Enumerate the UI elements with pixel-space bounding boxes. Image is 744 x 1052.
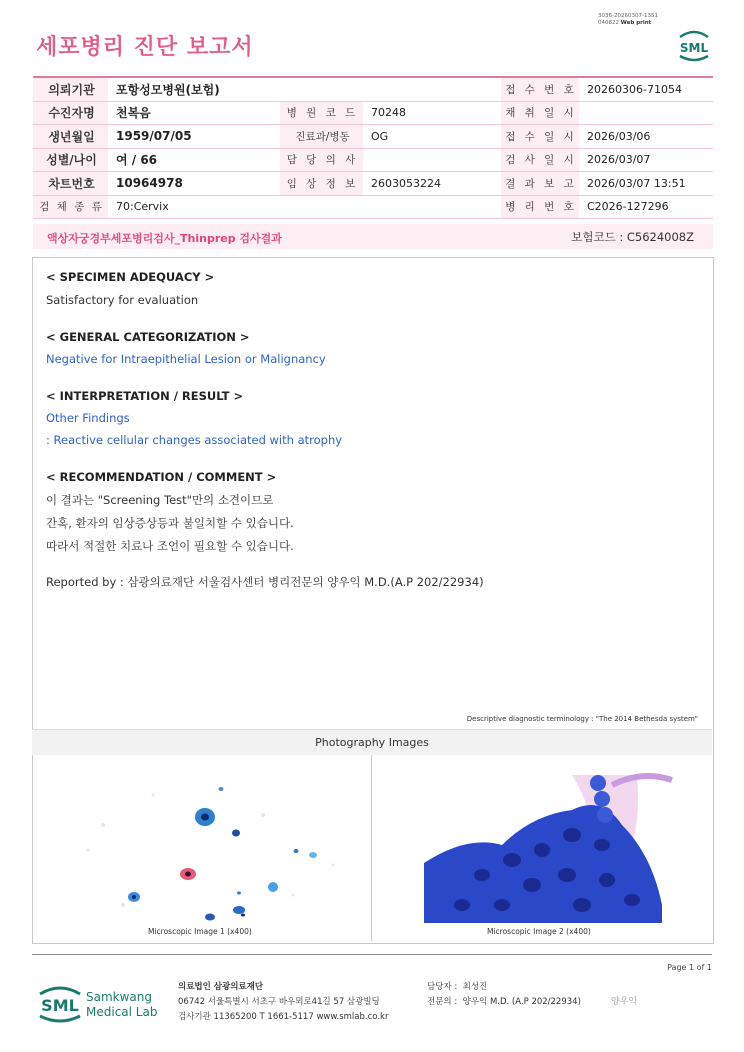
insurance-code: 보험코드 : C5624008Z: [571, 230, 694, 244]
interpretation-line-1: Other Findings: [46, 411, 130, 425]
microscopic-image-2: [372, 755, 712, 925]
info-label: 진료과/병동: [280, 125, 363, 149]
cell-fragment: [294, 849, 299, 853]
recommendation-line-2: 간혹, 환자의 임상증상등과 불일치할 수 있습니다.: [46, 516, 294, 530]
photo-heading: Photography Images: [32, 729, 712, 756]
staff-name: 최성진: [462, 982, 488, 992]
info-label: 검 체 종 류: [33, 195, 108, 219]
footer-organization: [178, 980, 388, 1025]
sml-footer-logo: [36, 980, 176, 1026]
cell-nucleus: [132, 895, 136, 899]
info-value: 2603053224: [363, 172, 501, 196]
info-value: 1959/07/05: [108, 125, 280, 149]
report-title: 세포병리 진단 보고서: [36, 35, 254, 60]
specialist-name: 양우익 M.D. (A.P 202/22934): [462, 997, 581, 1007]
info-row: [33, 125, 713, 149]
info-value: C2026-127296: [579, 195, 713, 219]
info-value: 2026/03/06: [579, 125, 713, 149]
info-label: 접 수 일 시: [501, 125, 579, 149]
info-row: [33, 101, 713, 125]
cell-nucleus: [185, 872, 191, 877]
cell-fragment: [309, 852, 317, 858]
footer-logo: [36, 980, 176, 1030]
sml-logo: [674, 25, 714, 65]
terminology-note: Descriptive diagnostic terminology : "The 2014 Bethesda system": [466, 715, 698, 723]
patient-info-table: [33, 76, 713, 219]
info-empty: [363, 77, 501, 101]
adequacy-heading: < SPECIMEN ADEQUACY >: [46, 270, 215, 284]
info-value: 여 / 66: [108, 148, 280, 172]
microscopic-image-1: [33, 755, 371, 925]
info-row: [33, 77, 713, 101]
info-value: OG: [363, 125, 501, 149]
test-name: 액상자궁경부세포병리검사_Thinprep 검사결과: [47, 232, 282, 245]
info-label: 병 원 코 드: [280, 101, 363, 125]
info-value: 2026/03/07: [579, 148, 713, 172]
info-label: 담 당 의 사: [280, 148, 363, 172]
info-label: 검 사 일 시: [501, 148, 579, 172]
specialist-signature: 양우익: [611, 997, 638, 1007]
squamous-cell: [268, 882, 278, 892]
info-value: 10964978: [108, 172, 280, 196]
info-value: [363, 148, 501, 172]
adequacy-text: Satisfactory for evaluation: [46, 293, 199, 307]
info-label: 수진자명: [33, 101, 108, 125]
recommendation-line-3: 따라서 적절한 치료나 조언이 필요할 수 있습니다.: [46, 539, 294, 553]
cell-nucleus: [201, 814, 209, 821]
sml-logo-text: SML: [679, 41, 709, 55]
category-text: Negative for Intraepithelial Lesion or Malignancy: [46, 352, 326, 366]
image-1-caption: Microscopic Image 1 (x400): [148, 927, 252, 936]
category-heading: < GENERAL CATEGORIZATION >: [46, 330, 250, 344]
recommendation-line-1: 이 결과는 "Screening Test"만의 소견이므로: [46, 493, 274, 507]
reported-by: Reported by : 삼광의료재단 서울검사센터 병리전문의 양우익 M.D.(A.P 202/22934): [46, 575, 484, 589]
org-contact: 검사기관 11365200 T 1661-5117 www.smlab.co.kr: [178, 1012, 389, 1022]
recommendation-heading: < RECOMMENDATION / COMMENT >: [46, 470, 277, 484]
info-value: 천복음: [108, 101, 280, 125]
squamous-cell: [205, 914, 215, 921]
info-empty: [280, 195, 363, 219]
info-label: 접 수 번 호: [501, 77, 579, 101]
image-2-caption: Microscopic Image 2 (x400): [487, 927, 591, 936]
page-number: Page 1 of 1: [667, 963, 712, 972]
org-address: 06742 서울특별시 서초구 바우뫼로41길 57 삼광빌딩: [178, 997, 380, 1007]
cell-nucleus: [232, 830, 240, 837]
info-row: [33, 148, 713, 172]
print-meta-id: 3036-20260307-1351: [598, 13, 658, 19]
print-meta: [598, 13, 668, 27]
footer-staff: [427, 980, 581, 1010]
cell-fragment: [237, 892, 241, 895]
sml-footer-logo-text: SML: [41, 996, 79, 1015]
info-label: 차트번호: [33, 172, 108, 196]
info-value: 20260306-71054: [579, 77, 713, 101]
info-value: 70248: [363, 101, 501, 125]
info-row: [33, 195, 713, 219]
staff-label: 담당자 :: [427, 982, 458, 992]
print-meta-code: 040822: [598, 20, 619, 26]
interpretation-line-2: : Reactive cellular changes associated with atrophy: [46, 433, 343, 447]
interpretation-heading: < INTERPRETATION / RESULT >: [46, 389, 244, 403]
info-label: 결 과 보 고: [501, 172, 579, 196]
footer-logo-line-2: Medical Lab: [86, 1005, 158, 1019]
specialist-label: 전문의 :: [427, 997, 458, 1007]
org-name: 의료법인 삼광의료재단: [178, 982, 264, 992]
info-value: 2026/03/07 13:51: [579, 172, 713, 196]
footer-logo-line-1: Samkwang: [86, 990, 152, 1004]
info-label: 성별/나이: [33, 148, 108, 172]
info-value: [579, 101, 713, 125]
footer-divider: [32, 954, 712, 955]
cell-nucleus: [241, 914, 245, 917]
info-value: 포항성모병원(보험): [108, 77, 280, 101]
info-label: 의뢰기관: [33, 77, 108, 101]
info-row: [33, 172, 713, 196]
cell-fragment: [219, 787, 224, 791]
info-empty: [280, 77, 363, 101]
info-label: 병 리 번 호: [501, 195, 579, 219]
info-label: 생년월일: [33, 125, 108, 149]
squamous-cell: [233, 906, 245, 914]
info-empty: [363, 195, 501, 219]
info-value: 70:Cervix: [108, 195, 280, 219]
print-meta-web: Web print: [620, 20, 652, 26]
info-label: 임 상 정 보: [280, 172, 363, 196]
info-label: 채 취 일 시: [501, 101, 579, 125]
